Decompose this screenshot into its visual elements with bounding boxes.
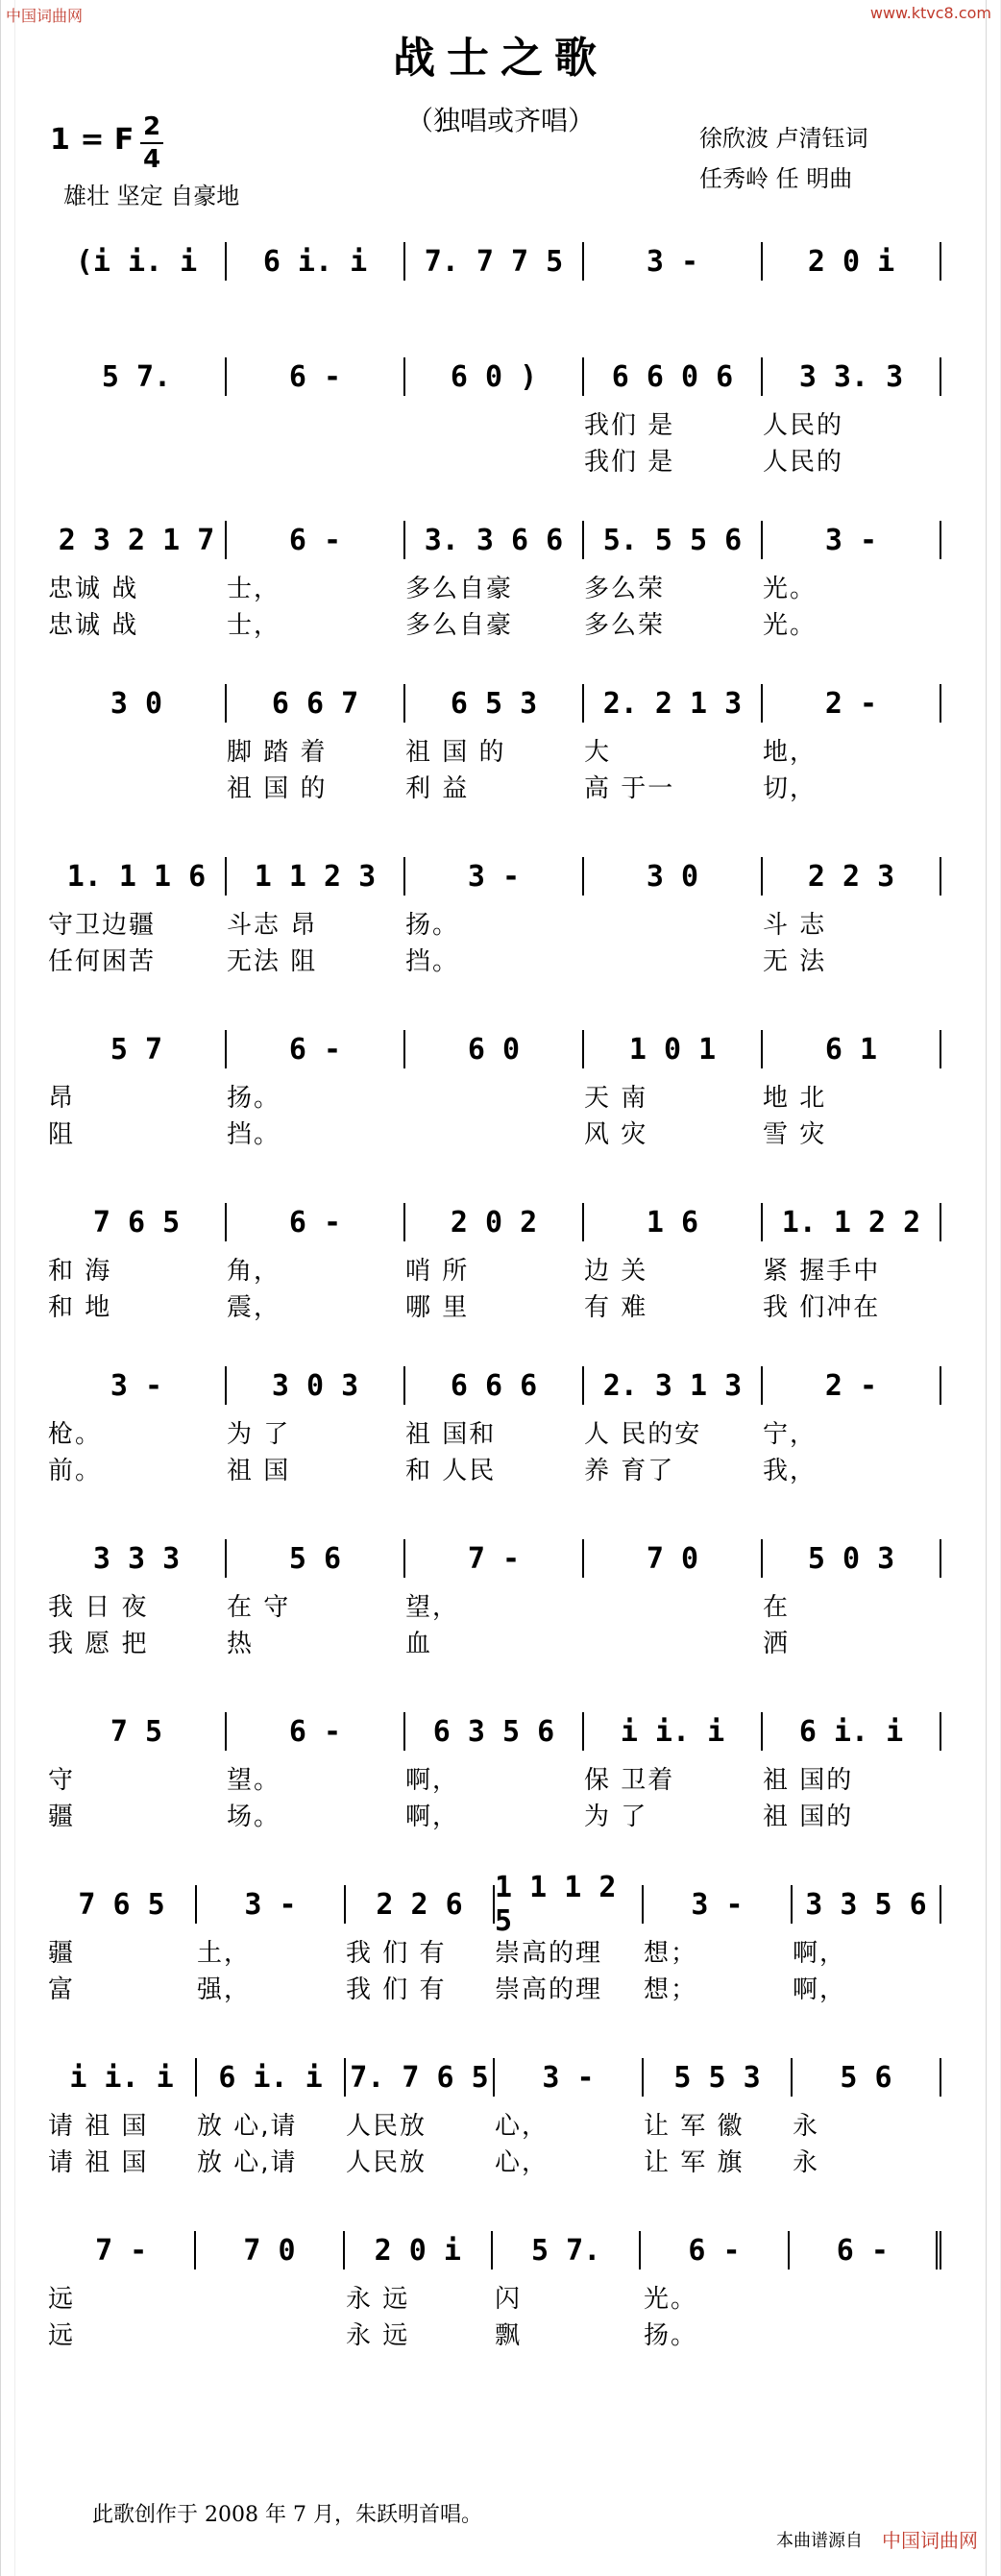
lyric-segment	[405, 405, 584, 440]
composer-credit: 任秀岭 任 明曲	[699, 165, 853, 192]
lyric-segment	[584, 942, 763, 976]
footer-source-site[interactable]: 中国词曲网	[882, 2529, 978, 2552]
lyrics-verse-1	[48, 1760, 941, 1795]
measure: 5 0 3	[761, 1539, 941, 1578]
lyric-segment: 扬。	[405, 911, 460, 940]
lyric-segment: 多么荣	[584, 575, 666, 603]
lyric-segment: 宁，	[763, 1420, 818, 1449]
lyric-segment: 洒	[763, 1630, 791, 1658]
lyric-segment: 永	[793, 2148, 820, 2177]
measure: 3 -	[642, 1885, 791, 1924]
measure: 5. 5 5 6	[582, 521, 761, 559]
meter-bottom: 4	[142, 145, 161, 174]
measure: 5 7	[110, 1032, 163, 1067]
lyric-segment: 人民的	[763, 448, 844, 477]
lyric-segment: 我 们 有	[346, 1975, 447, 2004]
footer-note: 此歌创作于 2008 年 7 月，朱跃明首唱。	[92, 2503, 482, 2527]
lyric-segment: 士，	[227, 575, 281, 603]
lyric-segment: 人民的	[763, 411, 844, 440]
footer-source-label: 本曲谱源自	[776, 2531, 863, 2551]
lyric-segment: 我，	[763, 1457, 818, 1485]
notes-line	[48, 1203, 941, 1241]
lyric-segment: 忠诚 战	[48, 611, 139, 640]
measure: 6 5 3	[403, 684, 582, 723]
lyric-segment	[405, 1115, 584, 1149]
lyric-segment: 心，	[495, 2148, 549, 2177]
measure: 7. 7 6 5	[344, 2058, 493, 2097]
lyric-segment: 我们 是	[584, 448, 675, 477]
lyric-segment: 风 灾	[584, 1120, 648, 1149]
lyric-segment	[227, 405, 405, 440]
lyrics-verse-2	[48, 1797, 941, 1831]
measure: 6 i. i	[225, 242, 403, 281]
notes-line	[48, 521, 941, 559]
lyric-segment: 心，	[495, 2112, 549, 2141]
measure: 1 0 1	[582, 1030, 761, 1068]
lyric-segment: 让 军 徽	[644, 2112, 745, 2141]
measure: 7. 7 7 5	[403, 242, 582, 281]
measure: 6 6 7	[225, 684, 403, 723]
measure: 5 6	[791, 2058, 941, 2097]
measure: 3 -	[195, 1885, 344, 1924]
lyric-segment: 请 祖 国	[48, 2112, 149, 2141]
lyric-segment: 啊，	[405, 1803, 460, 1831]
lyric-segment	[48, 405, 227, 440]
lyrics-verse-1	[48, 2279, 941, 2314]
site-label-left[interactable]: 中国词曲网	[6, 7, 84, 25]
measure: 3 -	[761, 521, 941, 559]
measure: 1 6	[582, 1203, 761, 1241]
lyric-segment: 想；	[644, 1975, 698, 2004]
lyric-segment: 想；	[644, 1939, 698, 1968]
lyric-segment: 角，	[227, 1257, 281, 1286]
lyric-segment: 哨 所	[405, 1257, 470, 1286]
lyric-segment	[197, 2316, 346, 2350]
lyric-segment: 挡。	[405, 947, 460, 976]
measure: 1 1 2 3	[225, 857, 403, 895]
lyrics-verse-2	[48, 442, 941, 477]
lyric-segment: 地 北	[763, 1084, 827, 1113]
measure: 6 0	[403, 1030, 582, 1068]
lyric-segment: 养 育了	[584, 1457, 675, 1485]
lyric-segment: 多么自豪	[405, 611, 514, 640]
lyric-segment: 和 人民	[405, 1457, 497, 1485]
measure: 2 2 3	[761, 857, 941, 895]
lyric-segment: 多么自豪	[405, 575, 514, 603]
lyric-segment: 地，	[763, 738, 818, 767]
measure: 7 -	[403, 1539, 582, 1578]
lyric-segment: 人民放	[346, 2148, 427, 2177]
left-margin-strip	[0, 0, 15, 2576]
lyric-segment: 光。	[763, 611, 818, 640]
lyrics-verse-1	[48, 569, 941, 603]
lyric-segment: 紧 握手中	[763, 1257, 881, 1286]
notes-line	[48, 2231, 941, 2269]
lyric-segment: 热	[227, 1630, 255, 1658]
measure: 2 -	[761, 1366, 941, 1405]
lyric-segment: 我们 是	[584, 411, 675, 440]
measure: (i i. i	[75, 244, 198, 279]
lyric-segment: 场。	[227, 1803, 281, 1831]
notes-line	[48, 1871, 941, 1938]
lyric-segment: 士，	[227, 611, 281, 640]
measure: 5 7.	[101, 359, 172, 394]
measure: 3 0	[110, 686, 163, 721]
measure: 7 6 5	[78, 1887, 165, 1922]
lyrics-verse-1	[48, 405, 941, 440]
lyric-segment: 光。	[644, 2285, 698, 2314]
measure: 3 -	[582, 242, 761, 281]
lyric-segment: 疆	[48, 1939, 76, 1968]
measure: 5 6	[225, 1539, 403, 1578]
lyrics-verse-1	[48, 1251, 941, 1286]
lyric-segment: 扬。	[227, 1084, 281, 1113]
lyrics-verse-2	[48, 769, 941, 803]
meter-top: 2	[142, 112, 161, 141]
measure: 2. 2 1 3	[582, 684, 761, 723]
lyric-segment: 啊，	[793, 1975, 847, 2004]
measure: 2 0 i	[761, 242, 941, 281]
lyric-segment: 永 远	[346, 2285, 410, 2314]
lyric-segment: 和 地	[48, 1293, 112, 1322]
measure: 6 -	[225, 1203, 403, 1241]
lyric-segment	[793, 2316, 941, 2350]
measure: 1 1 1 2 5	[493, 1885, 642, 1924]
lyric-segment: 天 南	[584, 1084, 648, 1113]
lyric-segment: 飘	[495, 2321, 523, 2350]
lyric-segment: 挡。	[227, 1120, 281, 1149]
lyric-segment: 忠诚 战	[48, 575, 139, 603]
lyric-segment: 永	[793, 2112, 820, 2141]
lyric-segment: 祖 国 的	[405, 738, 506, 767]
measure: 3 -	[403, 857, 582, 895]
lyrics-verse-1	[48, 905, 941, 940]
measure: i i. i	[69, 2060, 174, 2095]
lyric-segment: 斗志 昂	[227, 911, 318, 940]
measure: 7 -	[95, 2233, 148, 2268]
lyrics-verse-1	[48, 2106, 941, 2141]
lyric-segment: 脚 踏 着	[227, 738, 328, 767]
lyric-segment: 啊，	[793, 1939, 847, 1968]
lyric-segment: 放 心,请	[197, 2148, 298, 2177]
measure: 6 -	[225, 1030, 403, 1068]
meter-divider	[140, 142, 163, 144]
measure: 7 5	[110, 1714, 163, 1749]
lyric-segment: 阻	[48, 1120, 76, 1149]
measure: 6 -	[225, 357, 403, 396]
measure: 5 5 3	[642, 2058, 791, 2097]
lyric-segment: 无法 阻	[227, 947, 318, 976]
lyric-segment	[584, 1587, 763, 1622]
lyric-segment: 富	[48, 1975, 76, 2004]
lyrics-verse-2	[48, 1288, 941, 1322]
lyric-segment: 有 难	[584, 1293, 648, 1322]
measure: 2 2 6	[344, 1885, 493, 1924]
lyrics-verse-1	[48, 732, 941, 767]
lyric-segment: 放 心,请	[197, 2112, 298, 2141]
notes-line	[48, 357, 941, 396]
measure: 6 -	[225, 1712, 403, 1751]
lyric-segment: 震，	[227, 1293, 281, 1322]
measure: 3 3 3	[92, 1541, 181, 1576]
lyrics-verse-2	[48, 1451, 941, 1485]
lyric-segment: 保 卫着	[584, 1766, 675, 1795]
lyricist-credit: 徐欣波 卢清钰词	[699, 125, 868, 152]
lyric-segment	[405, 442, 584, 477]
lyric-segment: 扬。	[644, 2321, 698, 2350]
measure: 7 0	[194, 2231, 342, 2269]
lyric-segment	[197, 2279, 346, 2314]
lyric-segment: 为 了	[227, 1420, 291, 1449]
measure: 3 -	[110, 1368, 163, 1403]
lyric-segment: 土，	[197, 1939, 252, 1968]
lyrics-verse-2	[48, 942, 941, 976]
measure: 2. 3 1 3	[582, 1366, 761, 1405]
measure: 3 -	[493, 2058, 642, 2097]
lyric-segment: 我 们冲在	[763, 1293, 881, 1322]
lyrics-verse-2	[48, 2143, 941, 2177]
lyric-segment: 远	[48, 2321, 76, 2350]
lyric-segment: 血	[405, 1630, 433, 1658]
lyric-segment: 利 益	[405, 774, 470, 803]
tempo-mood: 雄壮 坚定 自豪地	[63, 183, 240, 209]
lyric-segment: 祖 国和	[405, 1420, 497, 1449]
lyric-segment	[48, 732, 227, 767]
lyrics-verse-2	[48, 1624, 941, 1658]
measure: 2 0 2	[403, 1203, 582, 1241]
lyric-segment	[227, 442, 405, 477]
lyric-segment: 前。	[48, 1457, 103, 1485]
site-label-right[interactable]: www.ktvc8.com	[869, 4, 991, 22]
lyric-segment: 望，	[405, 1593, 460, 1622]
measure: 6 i. i	[761, 1712, 941, 1751]
lyric-segment: 在 守	[227, 1593, 291, 1622]
measure: 5 7.	[491, 2231, 639, 2269]
lyric-segment: 祖 国的	[763, 1766, 854, 1795]
measure: 3. 3 6 6	[403, 521, 582, 559]
lyric-segment: 远	[48, 2285, 76, 2314]
lyrics-verse-1	[48, 1587, 941, 1622]
lyric-segment: 为 了	[584, 1803, 648, 1831]
measure: 7 0	[582, 1539, 761, 1578]
measure: 3 0 3	[225, 1366, 403, 1405]
lyric-segment	[584, 1624, 763, 1658]
notes-line	[48, 1030, 941, 1068]
measure: 1. 1 1 6	[66, 859, 207, 894]
notes-line	[48, 2058, 941, 2097]
measure: 6 6 0 6	[582, 357, 761, 396]
measure: 2 -	[761, 684, 941, 723]
lyric-segment: 和 海	[48, 1257, 112, 1286]
lyrics-verse-2	[48, 2316, 941, 2350]
measure: 2 0 i	[343, 2231, 491, 2269]
lyric-segment: 强，	[197, 1975, 252, 2004]
key-signature: 1 = F	[50, 123, 134, 157]
lyric-segment: 祖 国的	[763, 1803, 854, 1831]
lyrics-verse-1	[48, 1078, 941, 1113]
lyric-segment: 边 关	[584, 1257, 648, 1286]
lyric-segment: 疆	[48, 1803, 76, 1831]
lyric-segment: 大	[584, 738, 612, 767]
lyric-segment: 哪 里	[405, 1293, 470, 1322]
notes-line	[48, 242, 941, 281]
right-margin-strip	[986, 0, 1001, 2576]
measure: 7 6 5	[92, 1205, 181, 1239]
lyric-segment: 闪	[495, 2285, 523, 2314]
lyrics-verse-2	[48, 605, 941, 640]
lyric-segment: 啊，	[405, 1766, 460, 1795]
measure: 6 3 5 6	[403, 1712, 582, 1751]
song-subtitle: （独唱或齐唱）	[405, 105, 595, 136]
notes-line	[48, 1712, 941, 1751]
lyric-segment: 雪 灾	[763, 1120, 827, 1149]
measure: 6 6 6	[403, 1366, 582, 1405]
time-signature	[140, 113, 163, 173]
lyric-segment: 在	[763, 1593, 791, 1622]
lyrics-verse-2	[48, 1115, 941, 1149]
measure: 6 i. i	[195, 2058, 344, 2097]
lyric-segment: 我 日 夜	[48, 1593, 149, 1622]
lyric-segment: 崇高的理	[495, 1975, 603, 2004]
lyric-segment: 让 军 旗	[644, 2148, 745, 2177]
lyric-segment: 切，	[763, 774, 818, 803]
lyric-segment: 望。	[227, 1766, 281, 1795]
measure: 6 -	[639, 2231, 787, 2269]
lyric-segment	[48, 769, 227, 803]
lyric-segment: 祖 国 的	[227, 774, 328, 803]
notes-line	[48, 857, 941, 895]
measure: 2 3 2 1 7	[58, 523, 215, 557]
lyric-segment: 人民放	[346, 2112, 427, 2141]
lyric-segment: 枪。	[48, 1420, 103, 1449]
measure: i i. i	[582, 1712, 761, 1751]
lyric-segment: 任何困苦	[48, 947, 157, 976]
song-title: 战士之歌	[393, 34, 608, 83]
lyric-segment	[793, 2279, 941, 2314]
lyric-segment: 人 民的安	[584, 1420, 702, 1449]
lyrics-verse-2	[48, 1970, 941, 2004]
lyric-segment: 请 祖 国	[48, 2148, 149, 2177]
lyric-segment: 我 们 有	[346, 1939, 447, 1968]
lyric-segment: 守	[48, 1766, 76, 1795]
lyrics-verse-1	[48, 1933, 941, 1968]
notes-line	[48, 1366, 941, 1405]
measure: 6 -	[225, 521, 403, 559]
measure: 6 -	[788, 2231, 941, 2269]
measure: 3 3 5 6	[791, 1885, 941, 1924]
lyric-segment: 光。	[763, 575, 818, 603]
notes-line	[48, 1539, 941, 1578]
measure: 3 0	[582, 857, 761, 895]
measure: 6 1	[761, 1030, 941, 1068]
lyric-segment: 无 法	[763, 947, 827, 976]
lyric-segment: 祖 国	[227, 1457, 291, 1485]
notes-line	[48, 684, 941, 723]
lyric-segment: 我 愿 把	[48, 1630, 149, 1658]
measure: 1. 1 2 2	[761, 1203, 941, 1241]
measure: 3 3. 3	[761, 357, 941, 396]
lyric-segment	[584, 905, 763, 940]
lyric-segment: 崇高的理	[495, 1939, 603, 1968]
lyric-segment: 斗 志	[763, 911, 827, 940]
lyrics-verse-1	[48, 1414, 941, 1449]
lyric-segment: 高 于一	[584, 774, 675, 803]
lyric-segment: 守卫边疆	[48, 911, 157, 940]
lyric-segment: 多么荣	[584, 611, 666, 640]
measure: 6 0 )	[403, 357, 582, 396]
lyric-segment	[405, 1078, 584, 1113]
lyric-segment	[48, 442, 227, 477]
lyric-segment: 永 远	[346, 2321, 410, 2350]
lyric-segment: 昂	[48, 1084, 76, 1113]
